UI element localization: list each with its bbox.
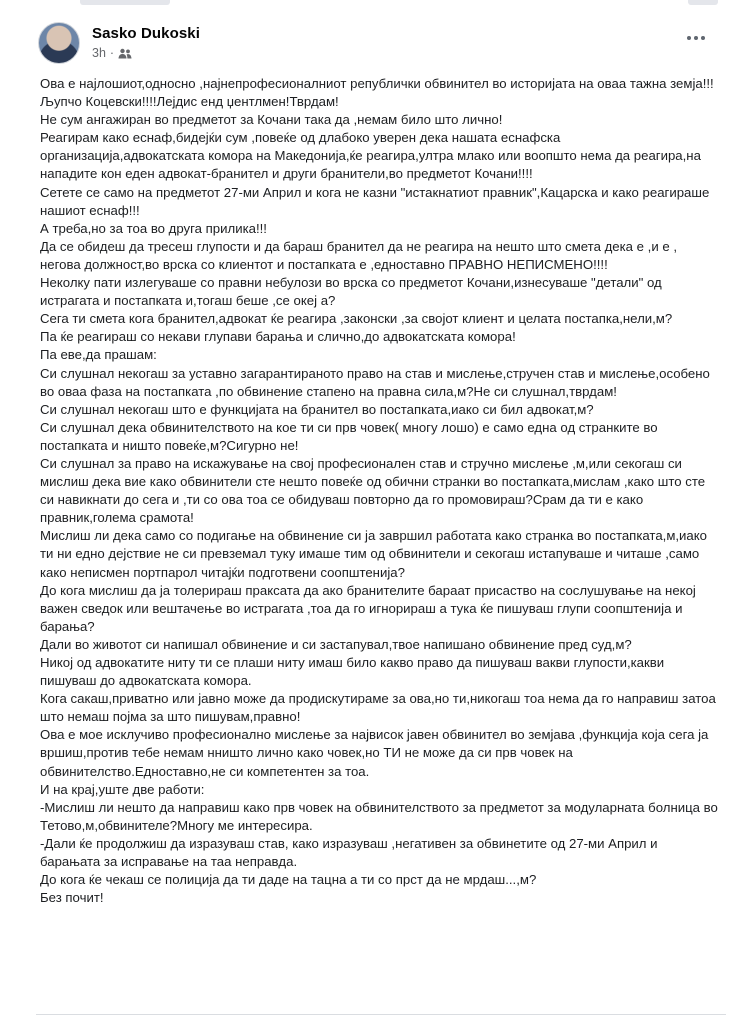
post-paragraph: Кога сакаш,приватно или јавно може да продискутираме за ова,но ти,никогаш тоа нема да го направиш затоа што немаш појма за што пишувам,правно! (40, 691, 716, 725)
post-meta (92, 46, 132, 60)
post-paragraph: Ова е најлошиот,односно ,најнепрофесионалниот републички обвинител во историјата на оваа тажна земја!!! (40, 76, 714, 91)
post-divider (36, 1014, 726, 1015)
post-header (38, 22, 718, 70)
post-paragraph: Си слушнал дека обвинителството на кое ти си прв човек( многу лошо) е само една од странките во постапката и ништо повеќе,м?Сигурно не! (40, 419, 658, 453)
post-paragraph: Сетете се само на предметот 27-ми Април и кога не казни "истакнатиот правник",Кацарска и како реагираше нашиот еснаф!!! (40, 184, 710, 218)
author-avatar[interactable] (38, 22, 80, 64)
post-paragraph: Љупчо Коцевски!!!!Лејдис енд џентлмен!Тврдам! (40, 94, 339, 110)
post-text (40, 75, 720, 907)
post-paragraph: -Мислиш ли нешто да направиш како прв човек на обвинителството за предметот за модуларната болница во Тетово,м,обвинителе?Многу ме интересира. (40, 799, 718, 833)
post-paragraph: Да се обидеш да тресеш глупости и да бараш бранител да не реагира на нешто што смета дека е ,и е , негова должност,во врска со клиентот и постапката е ,едноставно ПРАВНО НЕПИСМЕНО!!!! (40, 238, 678, 272)
more-options-button[interactable] (680, 26, 712, 50)
more-options-icon (687, 36, 691, 40)
post-paragraph: Не сум ангажиран во предметот за Кочани така да ,немам било што лично! (40, 112, 503, 128)
post-paragraph: А треба,но за тоа во друга прилика!!! (40, 220, 267, 236)
more-options-icon-dot (694, 36, 698, 40)
post-paragraph: До кога ќе чекаш се полиција да ти даде на тацна а ти со прст да не мрдаш...,м? (40, 872, 537, 888)
post-paragraph: Сега ти смета кога бранител,адвокат ќе реагира ,законски ,за својот клиент и целата постапка,нели,м? (40, 311, 673, 327)
meta-separator: · (109, 46, 115, 60)
post-paragraph: Па ќе реагираш со некави глупави барања и слично,до адвокатската комора! (40, 329, 516, 345)
post-paragraph: Никој од адвокатите ниту ти се плаши ниту имаш било какво право да пишуваш вакви глупости,какви пишуваш до адвокатската комора. (40, 655, 665, 689)
post-paragraph: Си слушнал за право на искажување на свој професионален став и стручно мислење ,м,или секогаш си мислиш дека вие како обвинители сте нешто повеќе од обични странки во постапката,мислам ,како што сте си навикнати до сега и ,ти со ова тоа се обидуваш повторно да го промовираш?Срам да ти е како правник,голема срамота! (40, 455, 706, 526)
post-paragraph: Реагирам како еснаф,бидејќи сум ,повеќе од длабоко уверен дека нашата еснафска организација,адвокатската комора на Македонија,ќе реагира,ултра млако или воопшто нема да реагира,на нападите кон еден адвокат-бранител и други бранители,во предметот Кочани!!!! (40, 130, 701, 182)
post-paragraph: Без почит! (40, 890, 104, 906)
post-paragraph: Неколку пати излегуваше со правни небулози во врска со предметот Кочани,изнесуваше "детали" од истрагата и постапката и,тогаш беше ,се океј а? (40, 275, 662, 309)
post-paragraph: -Дали ќе продолжиш да изразуваш став, како изразуваш ,негативен за обвинетите од 27-ми Април и барањата за исправање на таа неправда. (40, 835, 658, 870)
post-paragraph: И на крај,уште две работи: (40, 781, 205, 797)
post-paragraph: Си слушнал некогаш што е функцијата на бранител во постапката,иако си бил адвокат,м? (40, 401, 594, 417)
post-paragraph: Дали во животот си напишал обвинение и си застапувал,твое напишано обвинение пред суд,м? (40, 636, 632, 652)
post-paragraph: До кога мислиш да ја толерираш праксата да ако бранителите бараат присаство на сослушување на некој важен сведок или вештачење во истрагата ,тоа да го игнорираш а тука ќе пишуваш глупи соопштенија и барања? (40, 582, 696, 634)
post-paragraph: Си слушнал некогаш за уставно загарантираното право на став и мислење,стручен став и мислење,особено во оваа фаза на постапката ,по обвинение стапено на правна сила,м?Не си слушнал,тврдам! (40, 365, 710, 399)
more-options-icon-dot (701, 36, 705, 40)
author-name[interactable]: Sasko Dukoski (92, 25, 201, 42)
friends-icon[interactable] (118, 48, 132, 59)
post-paragraph: Мислиш ли дека само со подигање на обвинение си ја завршил работата како странка во постапката,м,иако ти ни едно дејствие не си превземал туку имаше тим од обвинители и секогаш истапуваше и читаше ,само како неписмен портпарол читајќи подготвени соопштенија? (40, 528, 708, 580)
post-paragraph: Па еве,да прашам: (40, 347, 157, 363)
post-time[interactable]: 3h (92, 46, 106, 60)
post-paragraph: Ова е мое исклучиво професионално мислење за највисок јавен обвинител во земјава ,функција која сега ја вршиш,против тебе немам нништо лично како човек,но ТИ не може да си прв човек на обвинителство.Едноставно,не си компетентен за тоа. (40, 727, 709, 779)
